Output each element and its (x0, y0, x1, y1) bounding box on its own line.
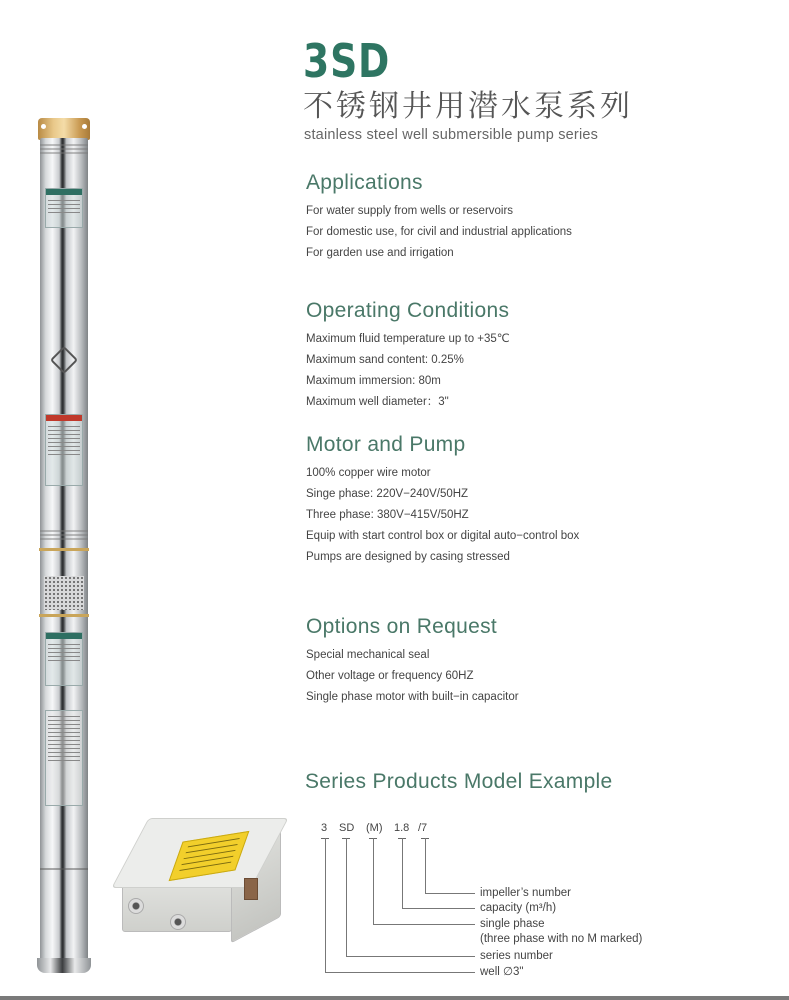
section-title: Options on Request (306, 615, 498, 638)
desc-well: well ∅3" (480, 966, 524, 978)
cable-gland-icon (170, 914, 186, 930)
list-item: Single phase motor with built−in capacitor (306, 691, 519, 703)
section-title: Motor and Pump (306, 433, 466, 456)
section-operating-conditions (306, 299, 510, 413)
model-example-title: Series Products Model Example (305, 770, 613, 793)
intake-screen (44, 576, 84, 610)
motor-label (45, 632, 83, 686)
cable-gland-icon (128, 898, 144, 914)
pump-base (37, 958, 91, 973)
list-item: Other voltage or frequency 60HZ (306, 670, 474, 682)
list-item: Singe phase: 220V−240V/50HZ (306, 488, 469, 500)
section-applications (306, 171, 572, 264)
section-title: Operating Conditions (306, 299, 510, 322)
control-box-image (120, 818, 285, 943)
model-part-series: SD (339, 822, 355, 834)
section-options-on-request (306, 615, 519, 708)
brass-outlet-cap (38, 118, 90, 140)
model-part-phase: (M) (366, 822, 383, 834)
desc-impeller: impeller’s number (480, 887, 571, 899)
model-part-capacity: 1.8 (394, 822, 410, 834)
title-english: stainless steel well submersible pump series (304, 127, 599, 143)
list-item: Maximum well diameter：3" (306, 396, 449, 408)
nameplate-label (45, 188, 83, 228)
model-part-well: 3 (321, 822, 328, 834)
section-title: Applications (306, 171, 423, 194)
list-item: For water supply from wells or reservoirs (306, 205, 514, 217)
list-item: Three phase: 380V−415V/50HZ (306, 509, 469, 521)
list-item: Equip with start control box or digital auto−control box (306, 530, 580, 542)
pump-body (40, 138, 88, 973)
desc-capacity: capacity (m³/h) (480, 902, 557, 914)
list-item: For garden use and irrigation (306, 247, 454, 259)
model-title: 3SD (303, 34, 391, 88)
terminal-block (244, 878, 258, 900)
desc-phase: single phase (480, 918, 545, 930)
model-part-impeller: /7 (418, 822, 428, 834)
list-item: Special mechanical seal (306, 649, 430, 661)
title-chinese: 不锈钢井用潜水泵系列 (303, 89, 633, 124)
section-motor-and-pump (306, 433, 579, 568)
spec-label (45, 710, 83, 806)
list-item: Maximum fluid temperature up to +35℃ (306, 333, 510, 345)
pump-image (36, 118, 92, 973)
warning-label (45, 414, 83, 486)
bottom-border (0, 996, 789, 1000)
desc-series: series number (480, 950, 553, 962)
list-item: Maximum immersion: 80m (306, 375, 441, 387)
list-item: Maximum sand content: 0.25% (306, 354, 464, 366)
desc-phase-note: (three phase with no M marked) (480, 933, 643, 945)
brand-logo-icon (50, 346, 78, 374)
list-item: 100% copper wire motor (306, 467, 431, 479)
list-item: For domestic use, for civil and industrial applications (306, 226, 572, 238)
list-item: Pumps are designed by casing stressed (306, 551, 510, 563)
